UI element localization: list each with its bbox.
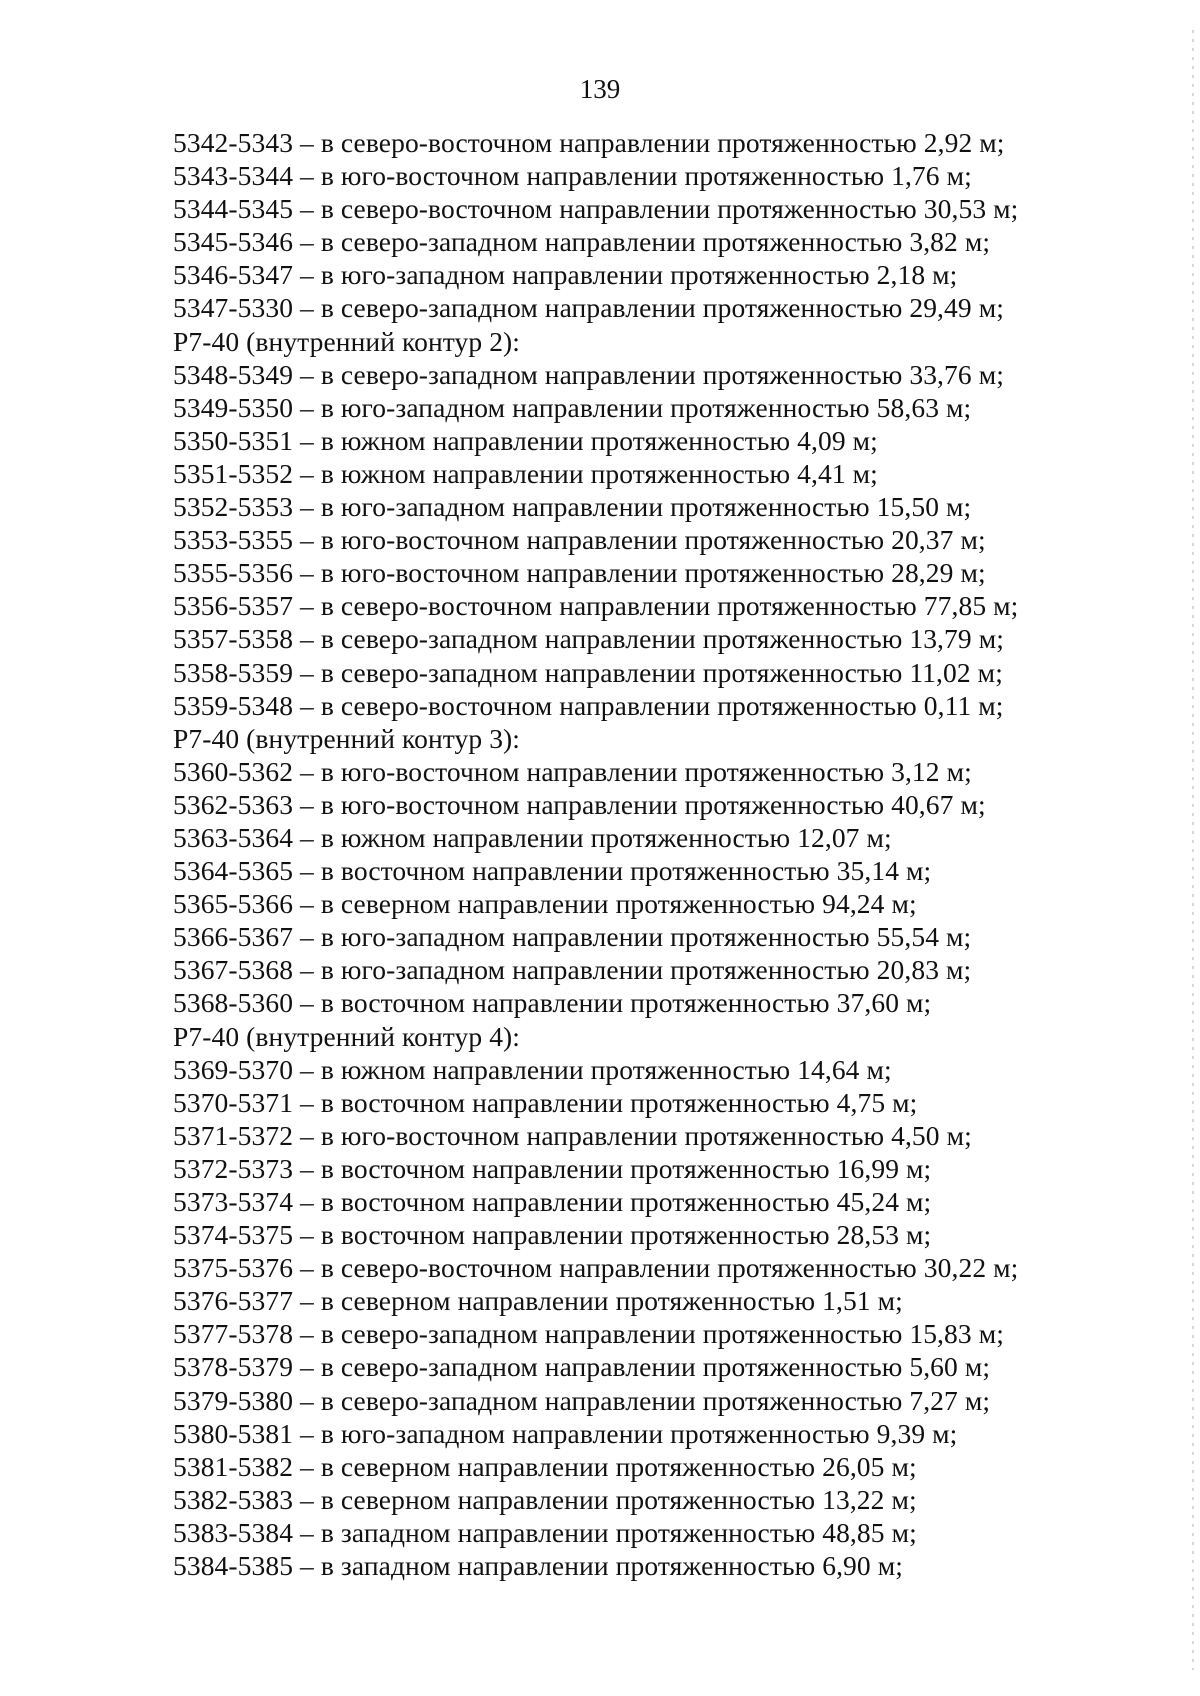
document-body [173, 126, 1073, 1582]
text-line: 5360-5362 – в юго-восточном направлении протяженностью 3,12 м; [173, 755, 972, 787]
text-line: 5362-5363 – в юго-восточном направлении протяженностью 40,67 м; [173, 788, 986, 820]
text-line: 5342-5343 – в северо-восточном направлении протяженностью 2,92 м; [173, 127, 1005, 158]
text-line: 5363-5364 – в южном направлении протяженностью 12,07 м; [173, 821, 892, 853]
text-line: 5355-5356 – в юго-восточном направлении протяженностью 28,29 м; [173, 557, 986, 589]
text-line: 5376-5377 – в северном направлении протяженностью 1,51 м; [173, 1285, 903, 1317]
text-line: 5379-5380 – в северо-западном направлении протяженностью 7,27 м; [173, 1384, 991, 1416]
text-line: 5384-5385 – в западном направлении протяженностью 6,90 м; [173, 1550, 903, 1582]
text-line: 5351-5352 – в южном направлении протяженностью 4,41 м; [173, 457, 878, 489]
text-line: 5383-5384 – в западном направлении протяженностью 48,85 м; [173, 1516, 917, 1548]
text-line: 5348-5349 – в северо-западном направлении протяженностью 33,76 м; [173, 358, 1004, 390]
page-number: 139 [579, 74, 621, 104]
text-line: 5377-5378 – в северо-западном направлении протяженностью 15,83 м; [173, 1318, 1004, 1350]
text-line: 5359-5348 – в северо-восточном направлении протяженностью 0,11 м; [173, 689, 1004, 721]
text-line: 5367-5368 – в юго-западном направлении протяженностью 20,83 м; [173, 954, 972, 986]
text-line: 5380-5381 – в юго-западном направлении протяженностью 9,39 м; [173, 1417, 958, 1449]
text-line: 5378-5379 – в северо-западном направлении протяженностью 5,60 м; [173, 1351, 991, 1383]
text-line: 5382-5383 – в северном направлении протяженностью 13,22 м; [173, 1483, 917, 1515]
section-heading: Р7-40 (внутренний контур 4): [173, 1020, 521, 1052]
text-line: 5365-5366 – в северном направлении протяженностью 94,24 м; [173, 888, 917, 920]
text-line: 5366-5367 – в юго-западном направлении протяженностью 55,54 м; [173, 921, 972, 953]
text-line: 5347-5330 – в северо-западном направлении протяженностью 29,49 м; [173, 292, 1004, 324]
text-line: 5357-5358 – в северо-западном направлении протяженностью 13,79 м; [173, 623, 1004, 655]
text-line: 5352-5353 – в юго-западном направлении протяженностью 15,50 м; [173, 491, 972, 523]
text-line: 5344-5345 – в северо-восточном направлении протяженностью 30,53 м; [173, 193, 1019, 225]
text-line: 5368-5360 – в восточном направлении протяженностью 37,60 м; [173, 987, 932, 1019]
text-line: 5370-5371 – в восточном направлении протяженностью 4,75 м; [173, 1086, 918, 1118]
text-line: 5356-5357 – в северо-восточном направлении протяженностью 77,85 м; [173, 590, 1019, 622]
text-line: 5373-5374 – в восточном направлении протяженностью 45,24 м; [173, 1186, 932, 1217]
text-line: 5345-5346 – в северо-западном направлении протяженностью 3,82 м; [173, 226, 991, 258]
text-line: 5358-5359 – в северо-западном направлении протяженностью 11,02 м; [173, 656, 1003, 688]
text-line: 5346-5347 – в юго-западном направлении протяженностью 2,18 м; [173, 259, 958, 291]
text-line: 5374-5375 – в восточном направлении протяженностью 28,53 м; [173, 1219, 932, 1251]
text-line: 5353-5355 – в юго-восточном направлении протяженностью 20,37 м; [173, 524, 986, 556]
text-line: 5349-5350 – в юго-западном направлении протяженностью 58,63 м; [173, 391, 972, 423]
text-line: 5364-5365 – в восточном направлении протяженностью 35,14 м; [173, 855, 932, 887]
text-line: 5371-5372 – в юго-восточном направлении протяженностью 4,50 м; [173, 1119, 972, 1151]
text-line: 5343-5344 – в юго-восточном направлении протяженностью 1,76 м; [173, 160, 972, 192]
text-line: 5375-5376 – в северо-восточном направлении протяженностью 30,22 м; [173, 1252, 1019, 1284]
section-heading: Р7-40 (внутренний контур 2): [173, 325, 521, 357]
section-heading: Р7-40 (внутренний контур 3): [173, 722, 521, 754]
scan-edge-artifact [1192, 30, 1194, 1670]
text-line: 5372-5373 – в восточном направлении протяженностью 16,99 м; [173, 1152, 932, 1184]
text-line: 5381-5382 – в северном направлении протяженностью 26,05 м; [173, 1450, 917, 1482]
text-line: 5369-5370 – в южном направлении протяженностью 14,64 м; [173, 1053, 892, 1085]
text-line: 5350-5351 – в южном направлении протяженностью 4,09 м; [173, 424, 878, 456]
